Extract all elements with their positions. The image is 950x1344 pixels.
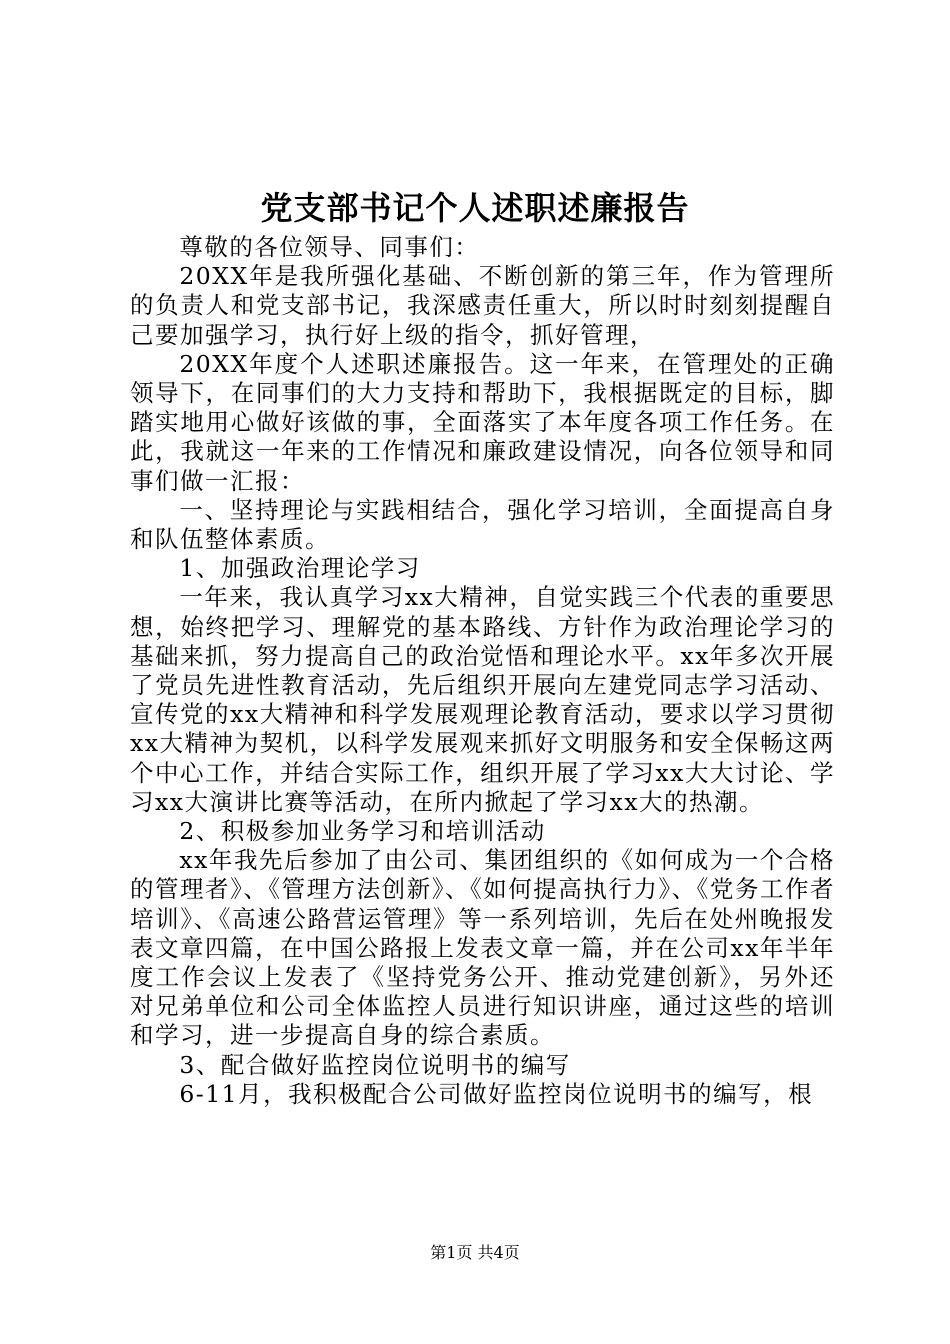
body-paragraph: xx年我先后参加了由公司、集团组织的《如何成为一个合格的管理者》、《管理方法创新》、《如何提高执行力》、《党务工作者培训》、《高速公路营运管理》等一系列培训，先后在处州晚报发表文章四篇，在中国公路报上发表文章一篇，并在公司xx年半年度工作会议上发表了《坚持党务公开、推动党建创新》，另外还对兄弟单位和公司全体监控人员进行知识讲座，通过这些的培训和学习，进一步提高自身的综合素质。: [130, 846, 835, 1050]
page-number-footer: 第1页 共4页: [430, 1243, 520, 1262]
subsection-heading: 1、加强政治理论学习: [179, 554, 421, 583]
body-paragraph: 20XX年度个人述职述廉报告。这一年来，在管理处的正确领导下，在同事们的大力支持和帮助下，我根据既定的目标，脚踏实地用心做好该做的事，全面落实了本年度各项工作任务。在此，我就这一年来的工作情况和廉政建设情况，向各位领导和同事们做一汇报：: [130, 349, 835, 495]
document-title: 党支部书记个人述职述廉报告: [260, 189, 690, 227]
body-paragraph: 20XX年是我所强化基础、不断创新的第三年，作为管理所的负责人和党支部书记，我深感责任重大，所以时时刻刻提醒自己要加强学习，执行好上级的指令，抓好管理，: [130, 262, 835, 349]
body-paragraph: 6-11月，我积极配合公司做好监控岗位说明书的编写，根: [179, 1079, 814, 1108]
salutation-paragraph: 尊敬的各位领导、同事们：: [179, 233, 480, 261]
body-paragraph: 一年来，我认真学习xx大精神，自觉实践三个代表的重要思想，始终把学习、理解党的基本路线、方针作为政治理论学习的基础来抓，努力提高自己的政治觉悟和理论水平。xx年多次开展了党员先进性教育活动，先后组织开展向左建党同志学习活动、宣传党的xx大精神和科学发展观理论教育活动，要求以学习贯彻xx大精神为契机，以科学发展观来抓好文明服务和安全保畅这两个中心工作，并结合实际工作，组织开展了学习xx大大讨论、学习xx大演讲比赛等活动，在所内掀起了学习xx大的热潮。: [130, 583, 835, 816]
subsection-heading: 3、配合做好监控岗位说明书的编写: [179, 1050, 571, 1079]
subsection-heading: 2、积极参加业务学习和培训活动: [179, 817, 546, 846]
section-heading: 一、坚持理论与实践相结合，强化学习培训，全面提高自身和队伍整体素质。: [130, 495, 835, 554]
document-body: [130, 233, 835, 1109]
